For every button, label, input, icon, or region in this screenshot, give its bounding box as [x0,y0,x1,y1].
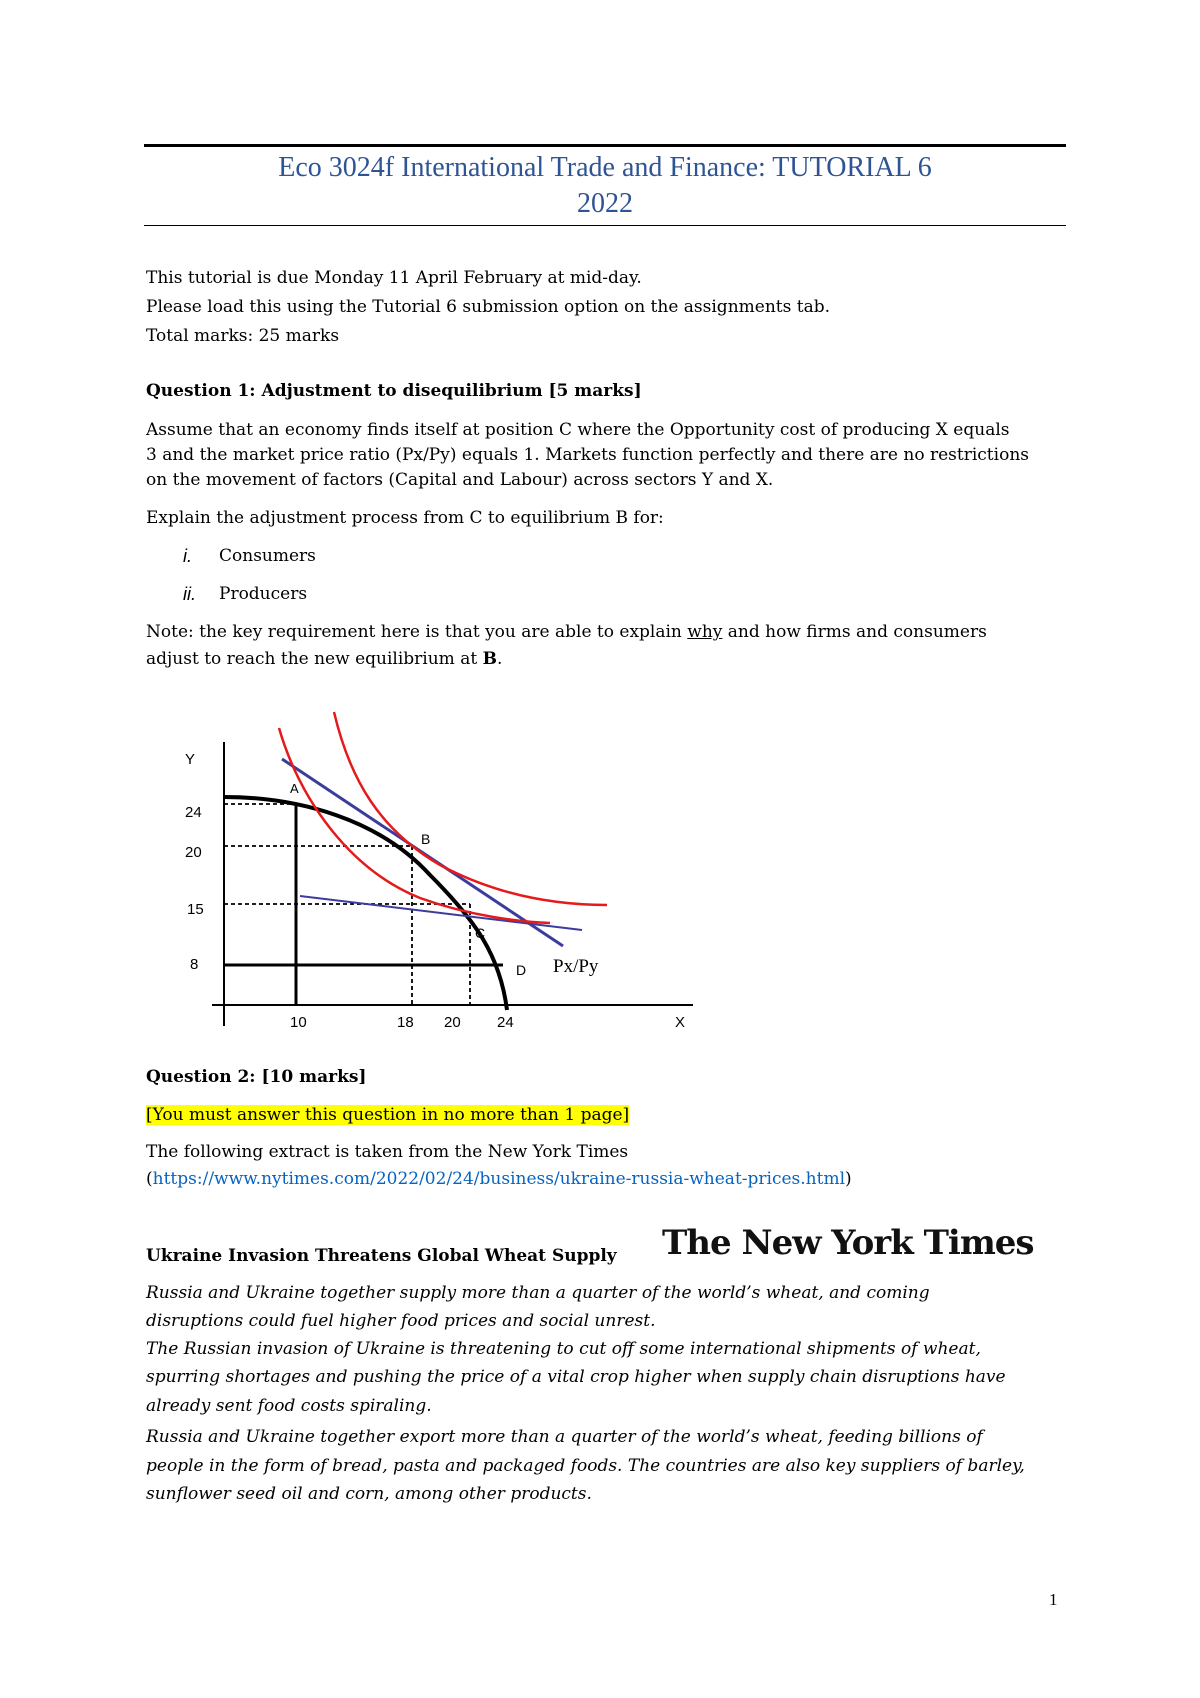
point-a-label: A [290,781,299,796]
note-why: why [687,622,723,642]
indifference-curve-2 [334,712,607,905]
q2-instruction [146,1102,629,1129]
x-tick-24: 24 [497,1014,514,1031]
article-line-7: people in the form of bread, pasta and packaged foods. The countries are also key suppliers of barley, [146,1456,1025,1476]
note-text: Note: the key requirement here is that you are able to explain [146,622,688,642]
article-line-4: spurring shortages and pushing the price of a vital crop higher when supply chain disruptions have [146,1367,1006,1387]
q1-para1-line2: 3 and the market price ratio (Px/Py) equals 1. Markets function perfectly and there are no restrictions [146,445,1029,465]
q2-extract-intro: The following extract is taken from the New York Times [146,1142,629,1162]
nyt-article-link[interactable]: https://www.nytimes.com/2022/02/24/business/ukraine-russia-wheat-prices.html [152,1169,846,1189]
article-line-8: sunflower seed oil and corn, among other products. [146,1484,592,1504]
title-line-2: 2022 [577,188,633,219]
point-c-label: C [475,925,486,941]
q1-para1-line1: Assume that an economy finds itself at position C where the Opportunity cost of producing X equals [146,420,1010,440]
x-tick-20: 20 [444,1014,461,1031]
paren-close: ) [845,1169,852,1189]
article-line-5: already sent food costs spiraling. [146,1396,432,1416]
article-line-1: Russia and Ukraine together supply more than a quarter of the world’s wheat, and coming [146,1283,930,1303]
note-text-3: adjust to reach the new equilibrium at [146,649,483,669]
article-title: Ukraine Invasion Threatens Global Wheat Supply [146,1246,617,1266]
note-text-2: and how firms and consumers [722,622,987,642]
q2-url-line [146,1166,852,1193]
x-axis-label: X [675,1014,686,1031]
y-tick-24: 24 [185,804,202,821]
intro-line-2: Please load this using the Tutorial 6 submission option on the assignments tab. [146,297,830,317]
intro-line-1: This tutorial is due Monday 11 April February at mid-day. [146,268,642,288]
list-label: Consumers [219,546,316,566]
q2-heading: Question 2: [10 marks] [146,1067,367,1087]
list-label: Producers [219,584,308,604]
article-line-3: The Russian invasion of Ukraine is threatening to cut off some international shipments of wheat, [146,1339,981,1359]
x-tick-18: 18 [397,1014,414,1031]
y-tick-15: 15 [187,901,204,918]
intro-line-3: Total marks: 25 marks [146,326,340,346]
nyt-logo: The New York Times [662,1223,1034,1263]
point-b-label: B [421,831,431,847]
y-tick-20: 20 [185,844,202,861]
highlighted-instruction: [You must answer this question in no more than 1 page] [146,1105,630,1125]
paren-open: ( [146,1169,153,1189]
article-line-6: Russia and Ukraine together export more than a quarter of the world’s wheat, feeding billions of [146,1427,983,1447]
point-d-label: D [516,962,527,978]
x-tick-10: 10 [290,1014,307,1031]
q1-para1-line3: on the movement of factors (Capital and Labour) across sectors Y and X. [146,470,774,490]
note-period: . [496,649,503,669]
article-line-2: disruptions could fuel higher food prices and social unrest. [146,1311,656,1331]
list-number: i. [183,546,192,566]
q1-para2: Explain the adjustment process from C to equilibrium B for: [146,508,664,528]
y-tick-8: 8 [190,956,199,973]
list-number: ii. [183,584,196,604]
price-ratio-label: Px/Py [553,956,599,977]
guide-lines [224,804,470,1005]
y-axis-label: Y [185,751,196,768]
price-line-flat [300,896,582,930]
title-line-1: Eco 3024f International Trade and Finance: TUTORIAL 6 [278,152,932,183]
q1-heading: Question 1: Adjustment to disequilibrium [5 marks] [146,381,642,401]
note-b: B [482,649,497,669]
page-number: 1 [1049,1590,1058,1609]
